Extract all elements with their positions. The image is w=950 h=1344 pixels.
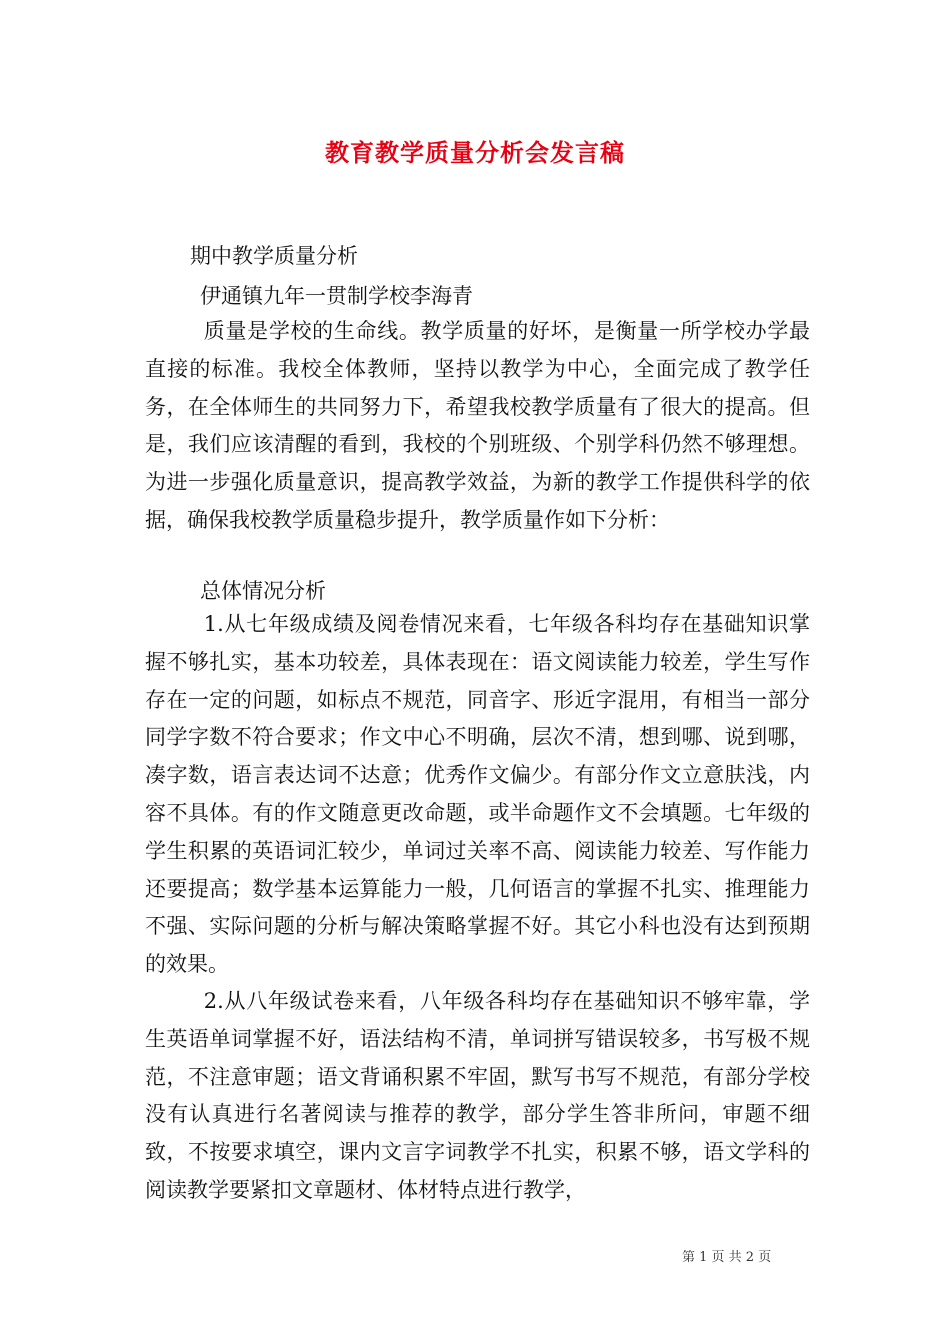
section-heading: 总体情况分析 — [200, 579, 326, 603]
paragraph-grade-eight: 2.从八年级试卷来看，八年级各科均存在基础知识不够牢靠，学生英语单词掌握不好，语法结构不清，单词拼写错误较多，书写极不规范，不注意审题；语文背诵积累不牢固，默写书写不规范，有部分学校没有认真进行名著阅读与推荐的教学，部分学生答非所问，审题不细致，不按要求填空，课内文言字词教学不扎实，积累不够，语文学科的阅读教学要紧扣文章题材、体材特点进行教学， — [145, 989, 810, 1202]
author-line: 伊通镇九年一贯制学校李海青 — [200, 284, 473, 308]
document-title: 教育教学质量分析会发言稿 — [325, 138, 625, 167]
page-number: 第 1 页 共 2 页 — [682, 1250, 772, 1265]
document-subtitle: 期中教学质量分析 — [190, 244, 358, 268]
paragraph-intro: 质量是学校的生命线。教学质量的好坏，是衡量一所学校办学最直接的标准。我校全体教师，坚持以教学为中心，全面完成了教学任务，在全体师生的共同努力下，希望我校教学质量有了很大的提高。但是，我们应该清醒的看到，我校的个别班级、个别学科仍然不够理想。为进一步强化质量意识，提高教学效益，为新的教学工作提供科学的依据，确保我校教学质量稳步提升，教学质量作如下分析： — [145, 319, 810, 532]
paragraph-grade-seven: 1.从七年级成绩及阅卷情况来看，七年级各科均存在基础知识掌握不够扎实，基本功较差，具体表现在：语文阅读能力较差，学生写作存在一定的问题，如标点不规范，同音字、形近字混用，有相当一部分同学字数不符合要求；作文中心不明确，层次不清，想到哪、说到哪，凑字数，语言表达词不达意；优秀作文偏少。有部分作文立意肤浅，内容不具体。有的作文随意更改命题，或半命题作文不会填题。七年级的学生积累的英语词汇较少，单词过关率不高、阅读能力较差、写作能力还要提高；数学基本运算能力一般，几何语言的掌握不扎实、推理能力不强、实际问题的分析与解决策略掌握不好。其它小科也没有达到预期的效果。 — [145, 612, 810, 977]
